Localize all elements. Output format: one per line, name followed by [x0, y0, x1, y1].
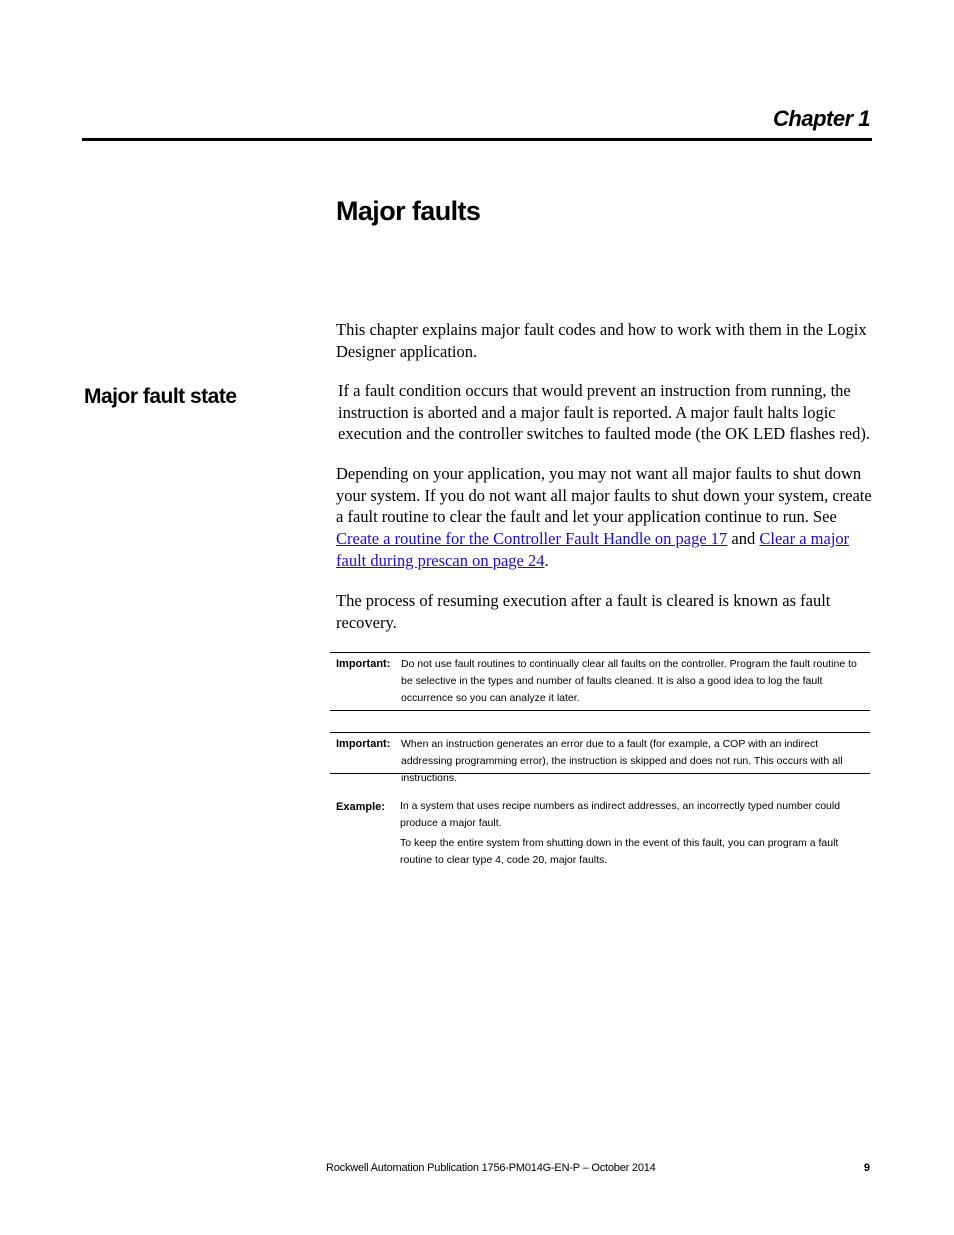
- paragraph-text: .: [544, 550, 549, 570]
- chapter-label: Chapter 1: [773, 106, 870, 131]
- example-text: To keep the entire system from shutting down in the event of this fault, you can program a fault routine to clear type 4, code 20, major faults.: [400, 837, 839, 866]
- page-number: 9: [863, 1162, 870, 1174]
- important-text: When an instruction generates an error due to a fault (for example, a COP with an indirect addressing programming error), the instruction is skipped and does not run. This occurs with all instructions.: [401, 738, 843, 784]
- fault-routine-paragraph: [336, 463, 872, 572]
- section-heading: Major fault state: [84, 385, 237, 408]
- example-text: In a system that uses recipe numbers as indirect addresses, an incorrectly typed number could produce a major fault.: [400, 800, 841, 829]
- example-callout: [330, 796, 870, 876]
- important-text: Do not use fault routines to continually clear all faults on the controller. Program the fault routine to be selective in the types and number of faults cleaned. It is also a good idea to log the fault occurrence so you can analyze it later.: [401, 658, 857, 704]
- paragraph-text: and: [727, 529, 760, 549]
- create-routine-link[interactable]: Create a routine for the Controller Fault Handle on page 17: [336, 529, 728, 549]
- important-label: Important:: [336, 658, 391, 670]
- intro-paragraph: This chapter explains major fault codes and how to work with them in the Logix Designer application.: [336, 320, 867, 361]
- clear-major-fault-link[interactable]: Clear a major fault during prescan on page 24: [336, 529, 850, 570]
- publication-footer: Rockwell Automation Publication 1756-PM014G-EN-P – October 2014: [326, 1162, 656, 1174]
- example-label: Example:: [336, 801, 385, 813]
- important-label: Important:: [336, 738, 391, 750]
- important-callout-fault-routines: [330, 652, 870, 711]
- important-callout-skipped-instruction: [330, 732, 870, 784]
- fault-recovery-paragraph: The process of resuming execution after a fault is cleared is known as fault recovery.: [336, 591, 831, 632]
- fault-state-paragraph: If a fault condition occurs that would prevent an instruction from running, the instruction is aborted and a major fault is reported. A major fault halts logic execution and the controller switches to faulted mode (the OK LED flashes red).: [338, 381, 870, 444]
- page-title: Major faults: [336, 196, 481, 226]
- paragraph-text: Depending on your application, you may not want all major faults to shut down your system. If you do not want all major faults to shut down your system, create a fault routine to clear the fault and let your application continue to run. See: [336, 464, 872, 527]
- chapter-divider: [82, 138, 872, 141]
